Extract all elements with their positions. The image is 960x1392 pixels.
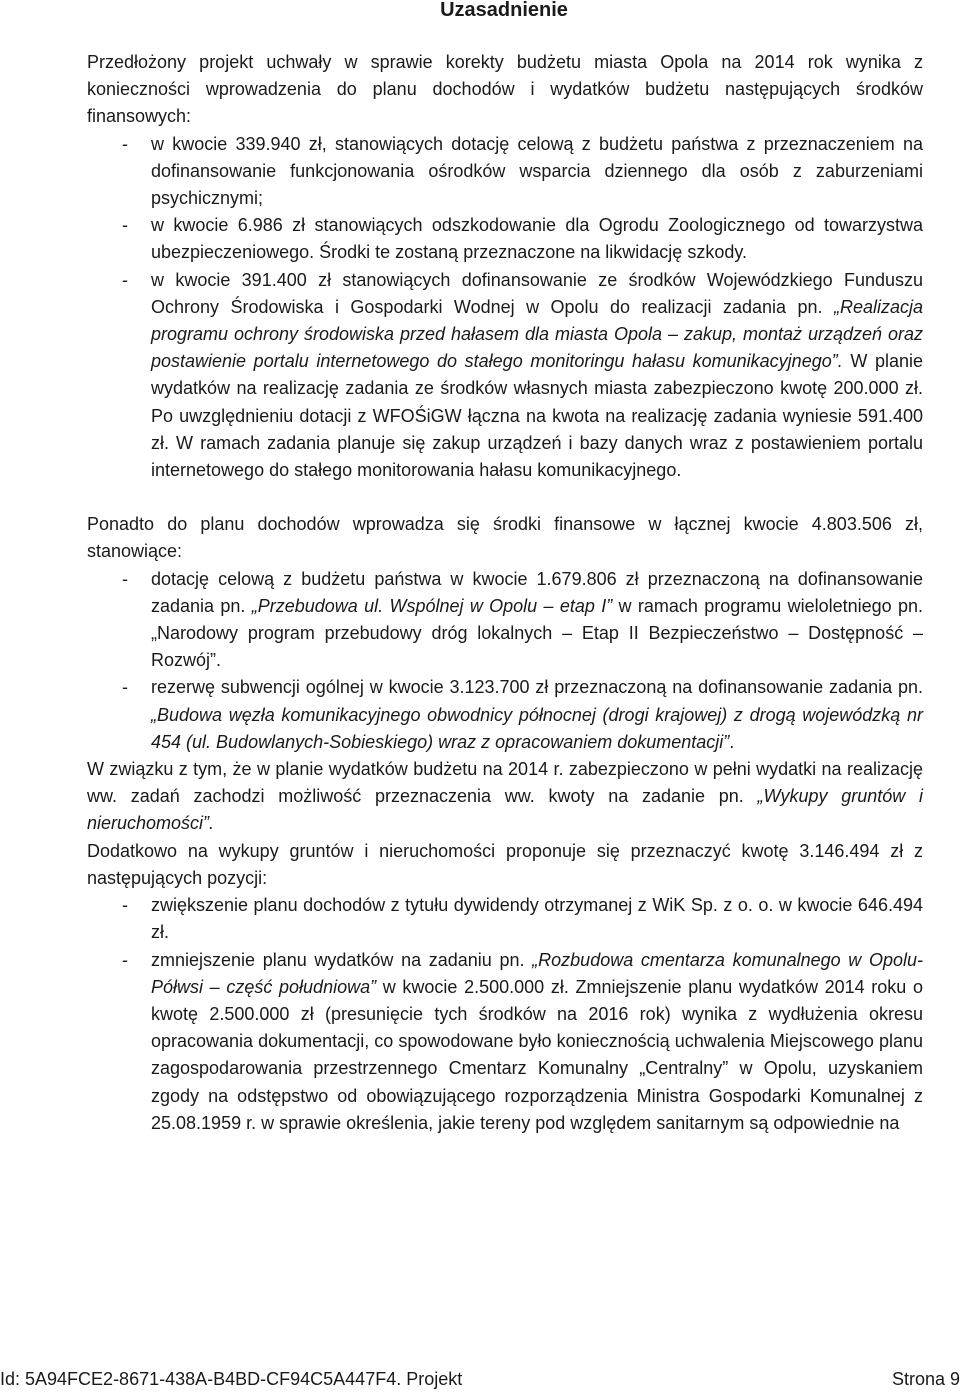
list-item: - w kwocie 6.986 zł stanowiących odszkodowanie dla Ogrodu Zoologicznego od towarzystwa ubezpieczeniowego. Środki te zostaną przeznaczone na likwidację szkody. xyxy=(87,212,923,266)
list-item-text: . xyxy=(729,731,735,752)
task-name: „Wykupy gruntów i nieruchomości”. xyxy=(87,786,924,834)
task-name: „Rozbudowa cmentarza komunalnego w Opolu-Półwsi – część południowa” xyxy=(151,949,923,997)
list-item: - w kwocie 339.940 zł, stanowiących dotację celową z budżetu państwa z przeznaczeniem na dofinansowanie funkcjonowania ośrodków wsparcia dziennego dla osób z zaburzeniami psychicznymi; xyxy=(87,131,923,213)
list-item-text: rezerwę subwencji ogólnej w kwocie 3.123.700 zł przeznaczoną na dofinansowanie zadania pn. xyxy=(151,677,923,698)
list-item-text: w kwocie 2.500.000 zł. Zmniejszenie planu wydatków 2014 roku o kwotę 2.500.000 zł (presunięcie tych środków na 2016 rok) wynika z wydłużenia okresu opracowania dokumentacji, co spowodowane było koniecznością uchwalenia Miejscowego planu zagospodarowania przestrzennego Cmentarz Komunalny „Centralny” w Opolu, uzyskaniem zgody na odstępstwo od obowiązującego rozporządzenia Ministra Gospodarki Komunalnej z 25.08.1959 r. w sprawie określenia, jakie tereny pod względem sanitarnym są odpowiednie na xyxy=(151,976,923,1133)
list-item xyxy=(87,566,923,675)
paragraph-text: W związku z tym, że w planie wydatków budżetu na 2014 r. zabezpieczono w pełni wydatki na realizację ww. zadań zachodzi możliwość przeznaczenia ww. kwoty na zadanie pn. xyxy=(87,759,923,807)
list-item-text: zmniejszenie planu wydatków na zadaniu pn. xyxy=(151,949,533,970)
paragraph: Ponadto do planu dochodów wprowadza się środki finansowe w łącznej kwocie 4.803.506 zł, stanowiące: xyxy=(87,514,923,562)
list-item-text: dotację celową z budżetu państwa w kwocie 1.679.806 zł przeznaczoną na dofinansowanie zadania pn. xyxy=(151,568,923,616)
list-item xyxy=(87,267,923,485)
document-body xyxy=(87,49,923,1137)
list-item-text: w kwocie 391.400 zł stanowiących dofinansowanie ze środków Wojewódzkiego Funduszu Ochrony Środowiska i Gospodarki Wodnej w Opolu do realizacji zadania pn. xyxy=(151,269,923,317)
paragraph xyxy=(87,756,923,838)
document-id: Id: 5A94FCE2-8671-438A-B4BD-CF94C5A447F4. Projekt xyxy=(0,1369,463,1389)
sources-list xyxy=(87,892,923,1137)
income-list-1 xyxy=(87,131,923,485)
task-name: „Realizacja programu ochrony środowiska przed hałasem dla miasta Opola – zakup, montaż urządzeń oraz postawienie portalu internetowego do stałego monitoringu hałasu komunikacyjnego”. xyxy=(151,296,923,372)
list-item-text: w ramach programu wieloletniego pn. „Narodowy program przebudowy dróg lokalnych – Etap II Bezpieczeństwo – Dostępność – Rozwój”. xyxy=(151,595,923,671)
list-item xyxy=(87,947,923,1137)
paragraph: Dodatkowo na wykupy gruntów i nieruchomości proponuje się przeznaczyć kwotę 3.146.494 zł z następujących pozycji: xyxy=(87,840,923,888)
income-list-2 xyxy=(87,566,923,756)
task-name: „Przebudowa ul. Wspólnej w Opolu – etap I” xyxy=(251,595,613,616)
list-item-text: W planie wydatków na realizację zadania ze środków własnych miasta zabezpieczono kwotę 200.000 zł. Po uwzględnieniu dotacji z WFOŚiGW łączna na kwota na realizację zadania wyniesie 591.400 zł. W ramach zadania planuje się zakup urządzeń i bazy danych wraz z postawieniem portalu internetowego do stałego monitorowania hałasu komunikacyjnego. xyxy=(151,351,923,481)
page-title: Uzasadnienie xyxy=(440,0,568,21)
intro-paragraph: Przedłożony projekt uchwały w sprawie korekty budżetu miasta Opola na 2014 rok wynika z konieczności wprowadzenia do planu dochodów i wydatków budżetu następujących środków finansowych: xyxy=(87,52,923,127)
page-footer xyxy=(0,1366,960,1392)
list-item: - zwiększenie planu dochodów z tytułu dywidendy otrzymanej z WiK Sp. z o. o. w kwocie 646.494 zł. xyxy=(87,892,923,946)
list-item xyxy=(87,674,923,756)
task-name: „Budowa węzła komunikacyjnego obwodnicy północnej (drogi krajowej) z drogą wojewódzką nr 454 (ul. Budowlanych-Sobieskiego) wraz z opracowaniem dokumentacji” xyxy=(151,704,923,752)
page-number: Strona 9 xyxy=(891,1369,960,1389)
